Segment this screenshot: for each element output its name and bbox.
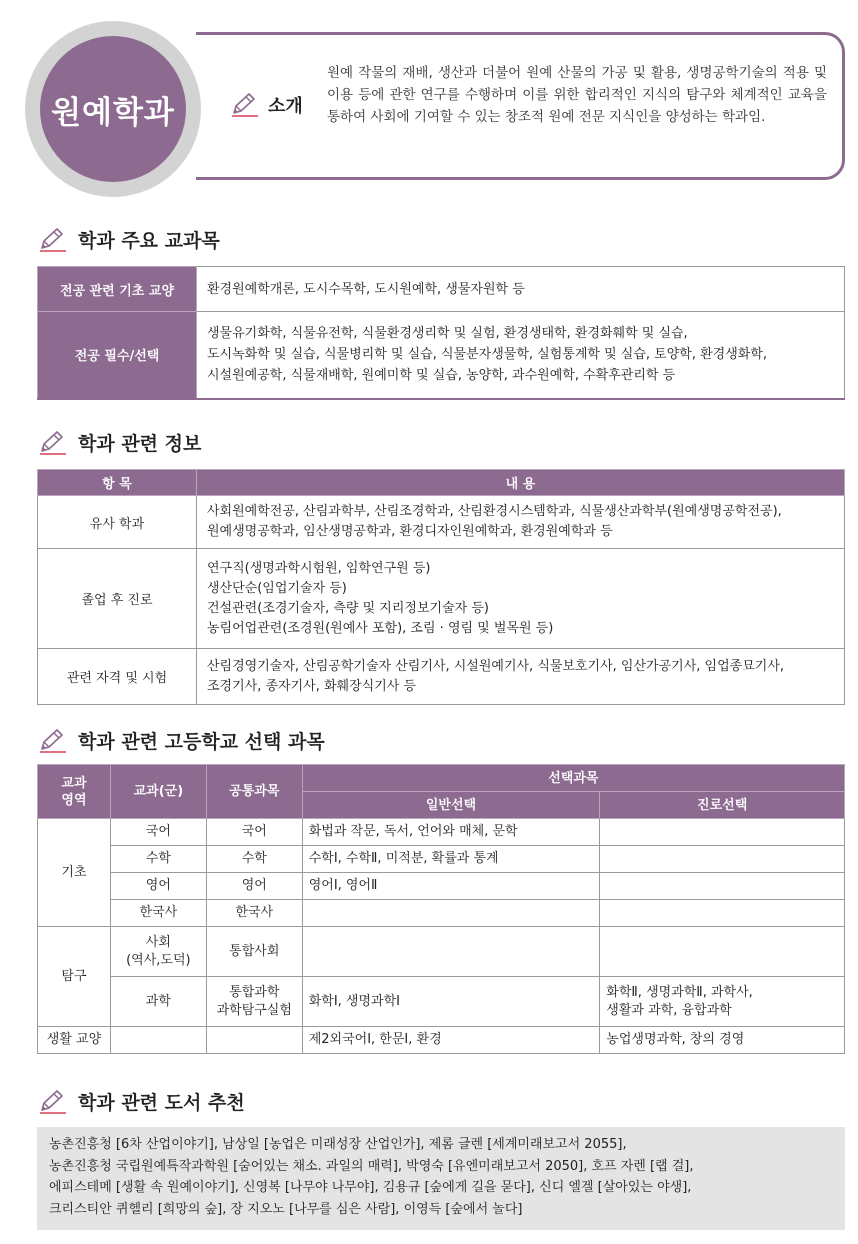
books-box <box>37 1127 845 1230</box>
row-value: 환경원예학개론, 도시수목학, 도시원예학, 생물자원학 등 <box>197 267 845 312</box>
column-header: 선택과목 <box>302 765 844 792</box>
book-line: 농촌진흥청 [6차 산업이야기], 남상일 [농업은 미래성장 산업인가], 제롬 글렌 [세계미래보고서 2055], <box>49 1137 627 1152</box>
table-row: 탐구 사회 (역사,도덕) 통합사회 <box>38 927 845 977</box>
section-title-books: 학과 관련 도서 추천 <box>38 1088 245 1115</box>
table-row <box>38 549 845 649</box>
page-header <box>0 0 858 200</box>
pencil-icon <box>230 92 260 118</box>
book-line: 크리스티안 퀴헬리 [희망의 숲], 장 지오노 [나무를 심은 사람], 이영득 [숲에서 놀다] <box>49 1201 523 1217</box>
pencil-icon <box>38 227 68 253</box>
intro-label <box>230 92 303 118</box>
row-label: 졸업 후 진로 <box>38 549 197 649</box>
table-header-row <box>38 765 845 792</box>
courses-table <box>37 266 845 400</box>
section-title-info: 학과 관련 정보 <box>38 429 201 456</box>
row-label: 전공 관련 기초 교양 <box>38 267 197 312</box>
book-line: 농촌진흥청 국립원예특작과학원 [숨어있는 채소. 과일의 매력], 박영숙 [유엔미래보고서 2050], 호프 자렌 [랩 걸], <box>49 1158 694 1174</box>
column-header: 공통과목 <box>206 765 302 819</box>
table-row: 한국사 한국사 <box>38 900 845 927</box>
table-row <box>38 649 845 705</box>
intro-label-text: 소개 <box>268 96 303 117</box>
pencil-icon <box>38 728 68 754</box>
info-table <box>37 469 845 705</box>
highschool-table <box>37 764 845 1054</box>
row-label: 전공 필수/선택 <box>38 312 197 399</box>
row-label: 관련 자격 및 시험 <box>38 649 197 705</box>
pencil-icon <box>38 430 68 456</box>
table-row: 과학 통합과학 과학탐구실험 화학Ⅰ, 생명과학Ⅰ 화학Ⅱ, 생명과학Ⅱ, 과학사, 생활과 과학, 융합과학 <box>38 977 845 1027</box>
table-row <box>38 312 845 399</box>
column-header: 진로선택 <box>600 792 845 819</box>
column-header: 일반선택 <box>302 792 600 819</box>
row-value: 생물유기화학, 식물유전학, 식물환경생리학 및 실험, 환경생태학, 환경화훼학 및 실습, 도시녹화학 및 실습, 식물병리학 및 실습, 식물분자생물학, 실험통계학 및 실습, 토양학, 환경생화학, 시설원예공학, 식물재배학, 원예미학 및 실습, 농양학, 과수원예학, 수확후관리학 등 <box>197 312 845 399</box>
section-title-courses: 학과 주요 교과목 <box>38 226 220 253</box>
table-row: 기초 국어 국어 화법과 작문, 독서, 언어와 매체, 문학 <box>38 819 845 846</box>
book-line: 에피스테메 [생활 속 원예이야기], 신영복 [나무야 나무야], 김용규 [숲에게 길을 묻다], 신디 엘겔 [살아있는 야생], <box>49 1180 692 1195</box>
column-header: 내 용 <box>197 470 845 496</box>
column-header: 교과 영역 <box>38 765 111 819</box>
table-row <box>38 267 845 312</box>
department-badge <box>40 36 186 182</box>
table-row: 영어 영어 영어Ⅰ, 영어Ⅱ <box>38 873 845 900</box>
intro-text: 원예 작물의 재배, 생산과 더불어 원예 산물의 가공 및 활용, 생명공학기술의 적용 및 이용 등에 관한 연구를 수행하며 이를 위한 합리적인 지식의 탐구와 체계적인 교육을 통하여 사회에 기여할 수 있는 창조적 원예 전문 지식인을 양성하는 학과임. <box>327 65 827 125</box>
table-header-row <box>38 470 845 496</box>
section-title-highschool: 학과 관련 고등학교 선택 과목 <box>38 727 325 754</box>
pencil-icon <box>38 1089 68 1115</box>
column-header: 항 목 <box>38 470 197 496</box>
table-row: 수학 수학 수학Ⅰ, 수학Ⅱ, 미적분, 확률과 통계 <box>38 846 845 873</box>
table-row <box>38 496 845 549</box>
table-row: 생활 교양 제2외국어Ⅰ, 한문Ⅰ, 환경 농업생명과학, 창의 경영 <box>38 1027 845 1054</box>
column-header: 교과(군) <box>110 765 206 819</box>
row-value: 산림경영기술자, 산림공학기술자 산림기사, 시설원예기사, 식물보호기사, 임산가공기사, 임업종묘기사, 조경기사, 종자기사, 화훼장식기사 등 <box>197 649 845 705</box>
row-label: 유사 학과 <box>38 496 197 549</box>
department-name: 원예학과 <box>51 94 175 131</box>
row-value: 사회원예학전공, 산림과학부, 산림조경학과, 산림환경시스템학과, 식물생산과학부(원예생명공학전공), 원예생명공학과, 임산생명공학과, 환경디자인원예학과, 환경원예학과 등 <box>197 496 845 549</box>
row-value: 연구직(생명과학시험원, 임학연구원 등) 생산단순(임업기술자 등) 건설관련(조경기술자, 측량 및 지리정보기술자 등) 농림어업관련(조경원(원예사 포함), 조림 · 영림 및 벌목원 등) <box>197 549 845 649</box>
